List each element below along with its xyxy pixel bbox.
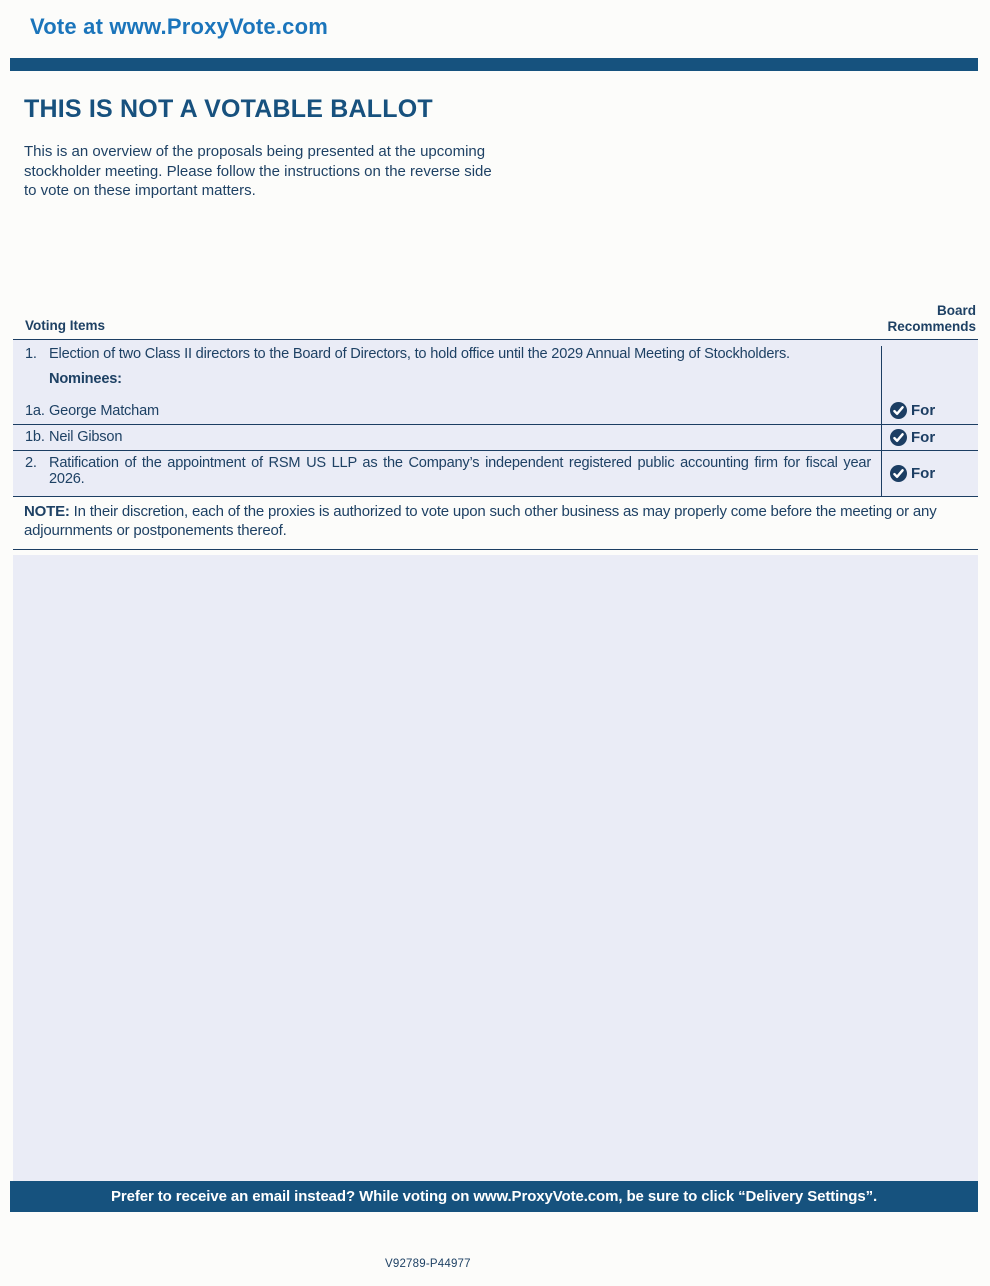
note-text: In their discretion, each of the proxies is authorized to vote upon such other business as may properly come before the meeting or any adjournments or postponements thereof. xyxy=(24,502,937,539)
board-recommends-column-header xyxy=(887,303,976,334)
footer-banner xyxy=(10,1181,978,1212)
blank-panel xyxy=(13,555,978,1190)
board-recommends-line2: Recommends xyxy=(887,318,976,334)
voting-items-column-header: Voting Items xyxy=(25,318,106,333)
voting-items-table xyxy=(13,339,978,1190)
recommend-label: For xyxy=(911,402,936,420)
item-text: Ratification of the appointment of RSM US LLP as the Company’s independent registered public accounting firm for fiscal year 2026. xyxy=(49,455,871,487)
header-divider-bar xyxy=(10,58,978,71)
board-recommends-line1: Board xyxy=(936,303,976,318)
table-row-item-1b xyxy=(13,425,978,452)
item-number: 1. xyxy=(25,346,37,362)
item-text: Election of two Class II directors to the Board of Directors, to hold office until the 2029 Annual Meeting of Stockholders. xyxy=(49,346,790,362)
item-number: 1b. xyxy=(25,429,45,446)
table-row-item-1a xyxy=(13,398,978,425)
for-check-icon xyxy=(890,402,907,419)
notice-heading: THIS IS NOT A VOTABLE BALLOT xyxy=(24,95,433,123)
for-check-icon xyxy=(890,465,907,482)
table-row-item-1 xyxy=(13,340,978,398)
recommend-cell xyxy=(881,398,978,424)
item-number: 2. xyxy=(25,455,37,471)
item-number: 1a. xyxy=(25,402,45,419)
recommend-label: For xyxy=(911,464,936,482)
footer-banner-text: Prefer to receive an email instead? While voting on www.ProxyVote.com, be sure to click “Delivery Settings”. xyxy=(110,1188,878,1205)
nominee-name: George Matcham xyxy=(49,402,159,419)
table-row-item-2 xyxy=(13,451,978,497)
note-row xyxy=(13,497,978,550)
note-label: NOTE: xyxy=(24,502,70,520)
recommend-cell xyxy=(881,451,978,496)
notice-body: This is an overview of the proposals being presented at the upcoming stockholder meeting. Please follow the instructions on the reverse side to vote on these important matters. xyxy=(24,143,492,199)
recommend-cell-empty xyxy=(881,346,978,398)
for-check-icon xyxy=(890,429,907,446)
recommend-label: For xyxy=(911,428,936,446)
recommend-cell xyxy=(881,425,978,451)
nominee-name: Neil Gibson xyxy=(49,429,123,446)
nominees-subheading: Nominees: xyxy=(49,371,122,387)
page-title: Vote at www.ProxyVote.com xyxy=(30,14,328,39)
document-code: V92789-P44977 xyxy=(385,1258,471,1270)
